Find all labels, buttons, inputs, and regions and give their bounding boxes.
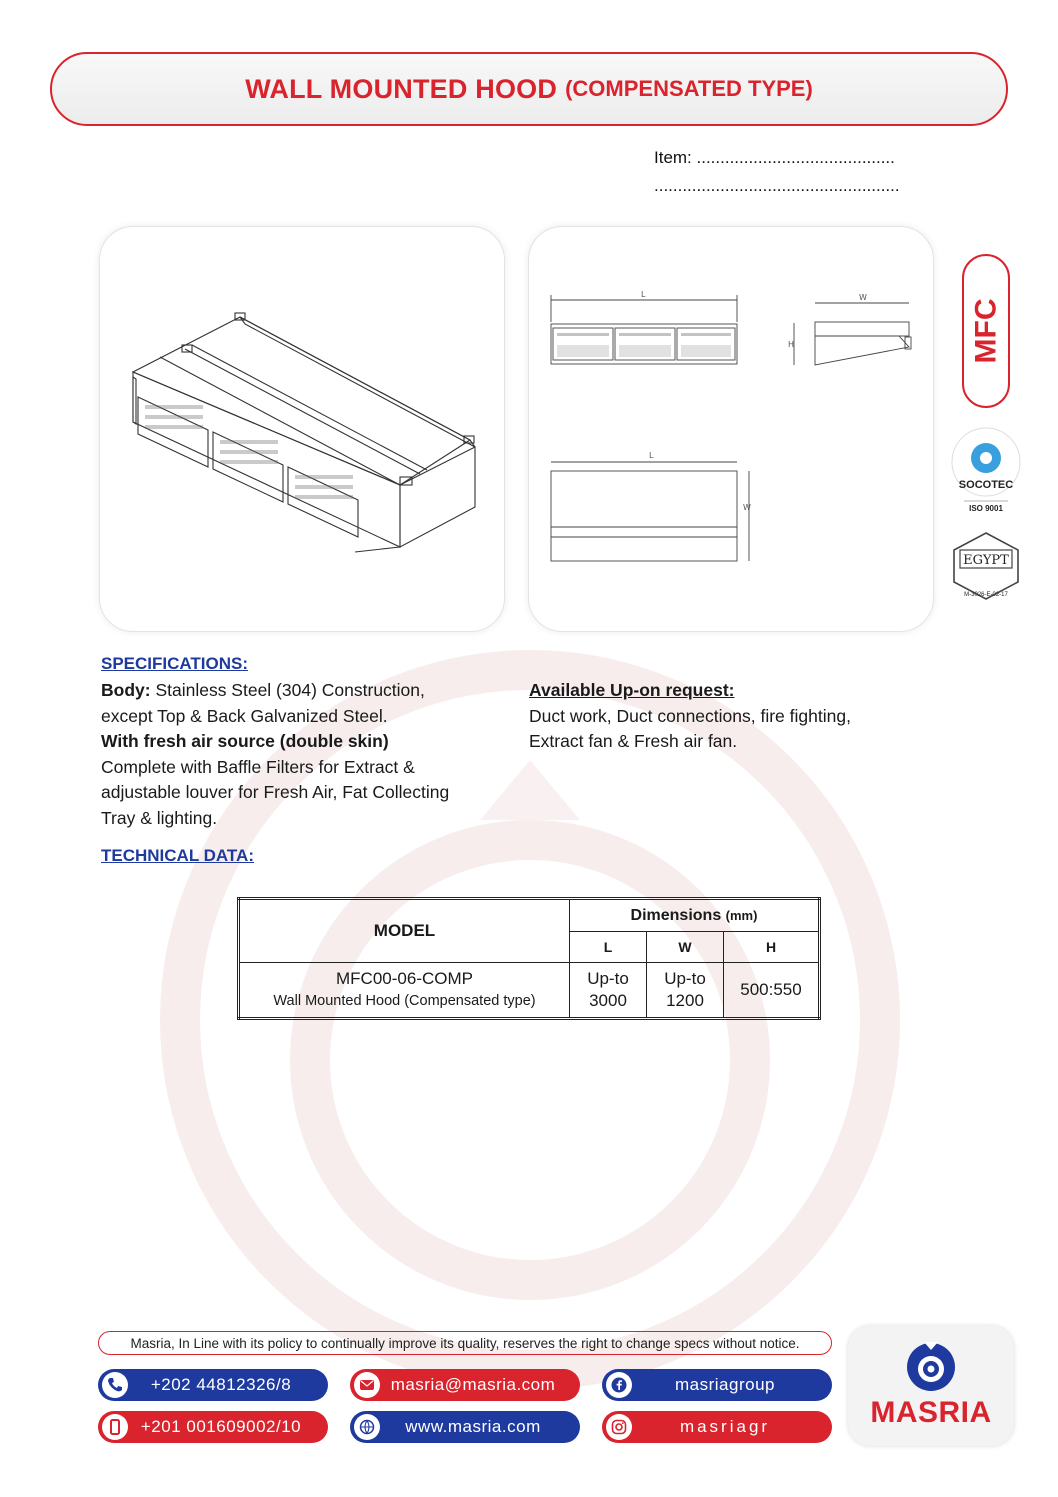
policy-notice: Masria, In Line with its policy to continually improve its quality, reserves the right to change specs without notice. — [98, 1331, 832, 1355]
socotec-label: SOCOTEC — [958, 479, 1014, 491]
fresh-air-label: With fresh air source (double skin) — [101, 731, 389, 751]
complete-line3: Tray & lighting. — [101, 807, 218, 828]
product-image-card — [99, 226, 505, 632]
body-line2: except Top & Back Galvanized Steel. — [101, 705, 388, 726]
header-l: L — [570, 932, 647, 963]
header-model: MODEL — [239, 899, 570, 963]
instagram-contact[interactable] — [602, 1411, 832, 1443]
orthographic-drawing — [529, 227, 935, 633]
model-name: Wall Mounted Hood (Compensated type) — [273, 993, 536, 1009]
dim-label-h: H — [788, 340, 795, 349]
mfc-badge — [962, 254, 1010, 408]
egypt-code: M-3026-E-02-17 — [964, 592, 1008, 598]
mobile-number: +201 001609002/10 — [140, 1417, 302, 1436]
web-icon — [354, 1414, 380, 1440]
dim-label-w-plan: W — [743, 503, 751, 512]
table-row — [239, 963, 820, 1019]
socotec-certificate-icon — [948, 424, 1024, 516]
mobile-contact[interactable] — [98, 1411, 328, 1443]
header-w: W — [647, 932, 724, 963]
phone-icon — [102, 1372, 128, 1398]
brand-name: MASRIA — [870, 1396, 992, 1429]
item-field-line2: .................................................... — [654, 176, 900, 195]
email-address: masria@masria.com — [390, 1375, 556, 1394]
egypt-certificate-icon — [948, 530, 1024, 602]
cell-h: 500:550 — [724, 963, 820, 1019]
header-dimensions — [570, 899, 820, 932]
available-line1: Duct work, Duct connections, fire fighting, — [529, 705, 851, 726]
complete-line1: Complete with Baffle Filters for Extract & — [101, 756, 415, 777]
body-text: Stainless Steel (304) Construction, — [150, 680, 425, 700]
phone-contact[interactable] — [98, 1369, 328, 1401]
phone-number: +202 44812326/8 — [150, 1375, 292, 1394]
cell-model — [239, 963, 570, 1019]
email-contact[interactable] — [350, 1369, 580, 1401]
mobile-icon — [102, 1414, 128, 1440]
available-heading: Available Up-on request: — [529, 680, 735, 700]
masria-logo-box — [848, 1326, 1014, 1446]
dim-label-w: W — [859, 293, 867, 302]
dimensions-unit: (mm) — [725, 907, 758, 923]
facebook-contact[interactable] — [602, 1369, 832, 1401]
dim-label-l-plan: L — [649, 451, 654, 460]
complete-line2: adjustable louver for Fresh Air, Fat Collecting — [101, 782, 450, 802]
header-h: H — [724, 932, 820, 963]
mfc-label: MFC — [969, 298, 1003, 364]
page-title: WALL MOUNTED HOOD — [245, 73, 558, 104]
website-contact[interactable] — [350, 1411, 580, 1443]
facebook-icon — [606, 1372, 632, 1398]
cell-w — [647, 963, 724, 1019]
masria-logo-icon — [904, 1338, 958, 1392]
cell-l-line1: Up-to — [587, 969, 629, 988]
available-line2: Extract fan & Fresh air fan. — [529, 731, 738, 751]
hood-isometric-drawing — [100, 227, 506, 633]
technical-table — [237, 897, 821, 1020]
cell-l-line2: 3000 — [589, 991, 627, 1010]
available-section — [529, 678, 949, 755]
cell-w-line2: 1200 — [666, 991, 704, 1010]
dimensions-label: Dimensions — [630, 906, 722, 924]
dim-label-l: L — [641, 290, 646, 299]
specifications-body — [101, 678, 511, 831]
instagram-handle: masriagr — [679, 1417, 771, 1436]
email-icon — [354, 1372, 380, 1398]
iso-label: ISO 9001 — [969, 504, 1003, 513]
body-label: Body: — [101, 680, 151, 700]
facebook-handle: masriagroup — [675, 1375, 775, 1394]
model-code: MFC00-06-COMP — [336, 969, 473, 988]
page-subtitle: (COMPENSATED TYPE) — [565, 76, 813, 101]
item-field: Item: .......................................... — [654, 148, 895, 167]
technical-heading: TECHNICAL DATA: — [101, 846, 254, 865]
technical-drawing-card — [528, 226, 934, 632]
title-banner — [50, 52, 1008, 126]
website-url: www.masria.com — [405, 1417, 541, 1436]
instagram-icon — [606, 1414, 632, 1440]
specifications-heading: SPECIFICATIONS: — [101, 654, 249, 673]
cell-w-line1: Up-to — [664, 969, 706, 988]
egypt-label: EGYPT — [963, 553, 1009, 568]
cell-l — [570, 963, 647, 1019]
